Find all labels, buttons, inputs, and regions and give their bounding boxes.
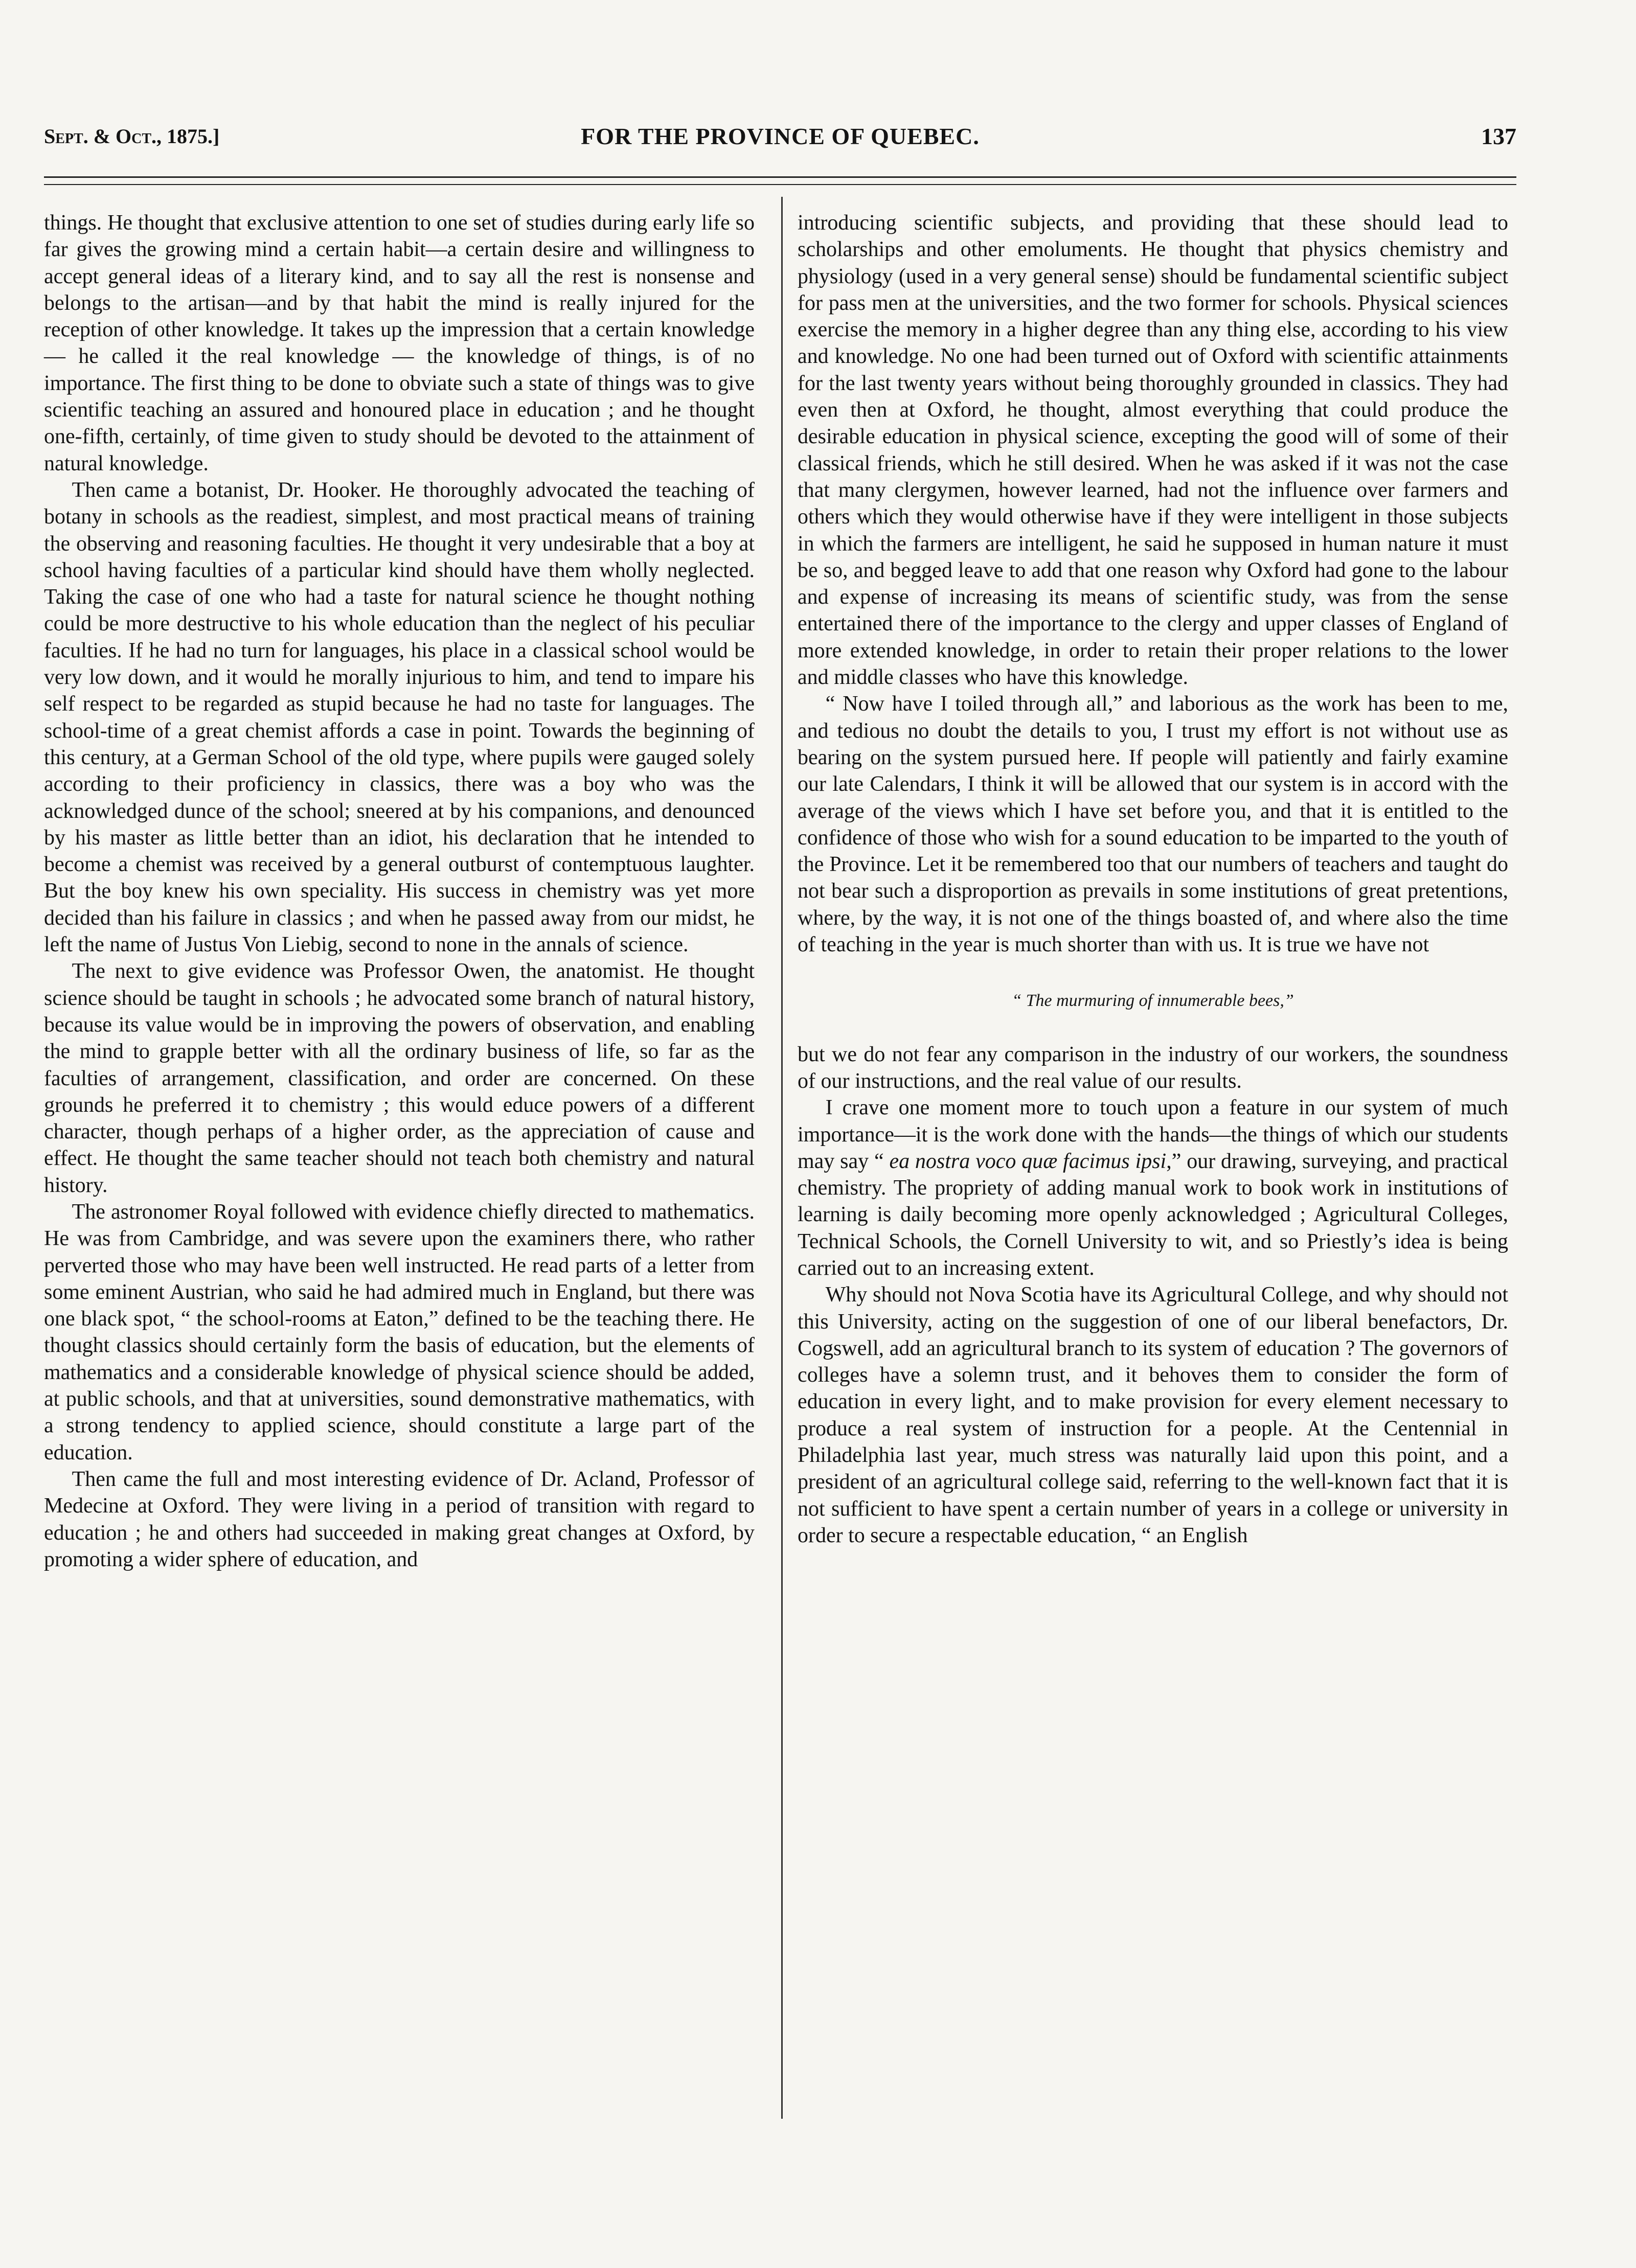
- left-column: [44, 210, 755, 1573]
- running-header: [44, 119, 1516, 154]
- paragraph: [798, 1094, 1508, 1281]
- header-rule: [44, 176, 1516, 178]
- block-quote: “ The murmuring of innumerable bees,”: [1012, 991, 1294, 1011]
- text-run: ,” our drawing, surveying, and practical chemistry. The propriety of adding manual work to book work in institutions of learning is daily becoming more openly acknowledged ; Agricultural Colleges, Technical Schools, the Cornell University to wit, and so Priestly’s idea is being carried out to an increasing extent.: [798, 1149, 1508, 1280]
- paragraph: Then came the full and most interesting evidence of Dr. Acland, Professor of Medecine at Oxford. They were living in a period of transition with regard to education ; he and others had succeeded in making great changes at Oxford, by promoting a wider sphere of education, and: [44, 1467, 755, 1571]
- paragraph: introducing scientific subjects, and providing that these should lead to scholarships and other emoluments. He thought that physics chemistry and physiology (used in a very general sense) should be fundamental scientific subject for pass men at the universities, and the two former for schools. Physical sciences exercise the memory in a higher degree than any thing else, according to his view and knowledge. No one had been turned out of Oxford with scientific attainments for the last twenty years without being thoroughly grounded in classics. They had even then at Oxford, he thought, almost everything that could produce the desirable education in physical science, excepting the good will of some of their classical friends, which he still desired. When he was asked if it was not the case that many clergymen, however learned, had not the influence over farmers and others which they would otherwise have if they were intelligent in those subjects in which the farmers are intelligent, he said he supposed in human nature it must be so, and begged leave to add that one reason why Oxford had gone to the labour and expense of increasing its means of scientific study, was from the sense entertained there of the importance to the clergy and upper classes of England of more extended knowledge, in order to retain their proper relations to the lower and middle classes who have this knowledge.: [798, 211, 1508, 690]
- paragraph: “ Now have I toiled through all,” and laborious as the work has been to me, and tedious no doubt the details to you, I trust my effort is not without use as bearing on the system pursued here. If people will patiently and fairly examine our late Calendars, I think it will be allowed that our system is in accord with the average of the views which I have set before you, and that it is entitled to the confidence of those who wish for a sound education to be imparted to the youth of the Province. Let it be remembered too that our numbers of teachers and taught do not bear such a disproportion as prevails in some institutions of great pretentions, where, by the way, it is not one of the things boasted of, and where also the time of teaching in the year is much shorter than with us. It is true we have not: [798, 692, 1508, 957]
- page-number: 137: [1481, 123, 1516, 149]
- right-column: [798, 210, 1508, 1549]
- paragraph: The astronomer Royal followed with evidence chiefly directed to mathematics. He was from Cambridge, and was severe upon the examiners there, who rather perverted those who may have been well instructed. He read parts of a letter from some eminent Austrian, who said he had admired much in England, but there was one black spot, “ the school-rooms at Eaton,” defined to be the teaching there. He thought classics should certainly form the basis of education, but the elements of mathematics and a considerable knowledge of physical science should be added, at public schools, and that at universities, sound demonstrative mathematics, with a strong tendency to applied science, should constitute a large part of the education.: [44, 1200, 755, 1464]
- text-run: I crave one moment more to touch upon a feature in our system of much importance—it is the work done with the hands—the things of which our students may say “: [798, 1096, 1508, 1173]
- paragraph: Then came a botanist, Dr. Hooker. He thoroughly advocated the teaching of botany in schools as the readiest, simplest, and most practical means of training the observing and reasoning faculties. He thought it very undesirable that a boy at school having faculties of a particular kind should have them wholly neglected. Taking the case of one who had a taste for natural science he thought nothing could be more destructive to his whole education than the neglect of his peculiar faculties. If he had no turn for languages, his place in a classical school would be very low down, and it would he morally injurious to him, and tend to impare his self respect to be regarded as stupid because he had no taste for languages. The school-time of a great chemist affords a case in point. Towards the beginning of this century, at a German School of the old type, where pupils were gauged solely according to their proficiency in classics, there was a boy who was the acknowledged dunce of the school; sneered at by his companions, and denounced by his master as little better than an idiot, his declaration that he intended to become a chemist was received by a general outburst of contemptuous laughter. But the boy knew his own speciality. His success in chemistry was yet more decided than his failure in classics ; and when he passed away from our midst, he left the name of Justus Von Liebig, second to none in the annals of science.: [44, 478, 755, 957]
- paragraph: Why should not Nova Scotia have its Agricultural College, and why should not this University, acting on the suggestion of one of our liberal benefactors, Dr. Cogswell, add an agricultural branch to its system of education ? The governors of colleges have a solemn trust, and it behoves them to consider the form of education in every light, and to make provision for every element necessary to produce a real system of instruction for a people. At the Centennial in Philadelphia last year, much stress was naturally laid upon this point, and a president of an agricultural college said, referring to the well-known fact that it is not sufficient to have spent a certain number of years in a college or university in order to secure a respectable education, “ an English: [798, 1283, 1508, 1547]
- latin-quote: ea nostra voco quæ facimus ipsi: [889, 1149, 1167, 1173]
- paragraph: The next to give evidence was Professor Owen, the anatomist. He thought science should be taught in schools ; he advocated some branch of natural history, because its value would be in improving the powers of observation, and enabling the mind to grapple better with all the ordinary business of life, so far as the faculties of arrangement, classification, and order are concerned. On these grounds he preferred it to chemistry ; this would educe powers of a different character, though perhaps of a higher order, as the appreciation of cause and effect. He thought the same teacher should not teach both chemistry and natural history.: [44, 959, 755, 1197]
- paragraph: but we do not fear any comparison in the industry of our workers, the soundness of our instructions, and the real value of our results.: [798, 1042, 1508, 1093]
- header-rule-double: [44, 184, 1516, 185]
- header-title: FOR THE PROVINCE OF QUEBEC.: [581, 123, 980, 149]
- column-divider: [781, 197, 783, 2119]
- header-date: Sept. & Oct., 1875.]: [44, 125, 220, 148]
- paragraph: things. He thought that exclusive attention to one set of studies during early life so far gives the growing mind a certain habit—a certain desire and willingness to accept general ideas of a literary kind, and to say all the rest is nonsense and belongs to the artisan—and by that habit the mind is really injured for the reception of other knowledge. It takes up the impression that a certain knowledge — he called it the real knowledge — the knowledge of things, is of no importance. The first thing to be done to obviate such a state of things was to give scientific teaching an assured and honoured place in education ; and he thought one-fifth, certainly, of time given to study should be devoted to the attainment of natural knowledge.: [44, 211, 755, 475]
